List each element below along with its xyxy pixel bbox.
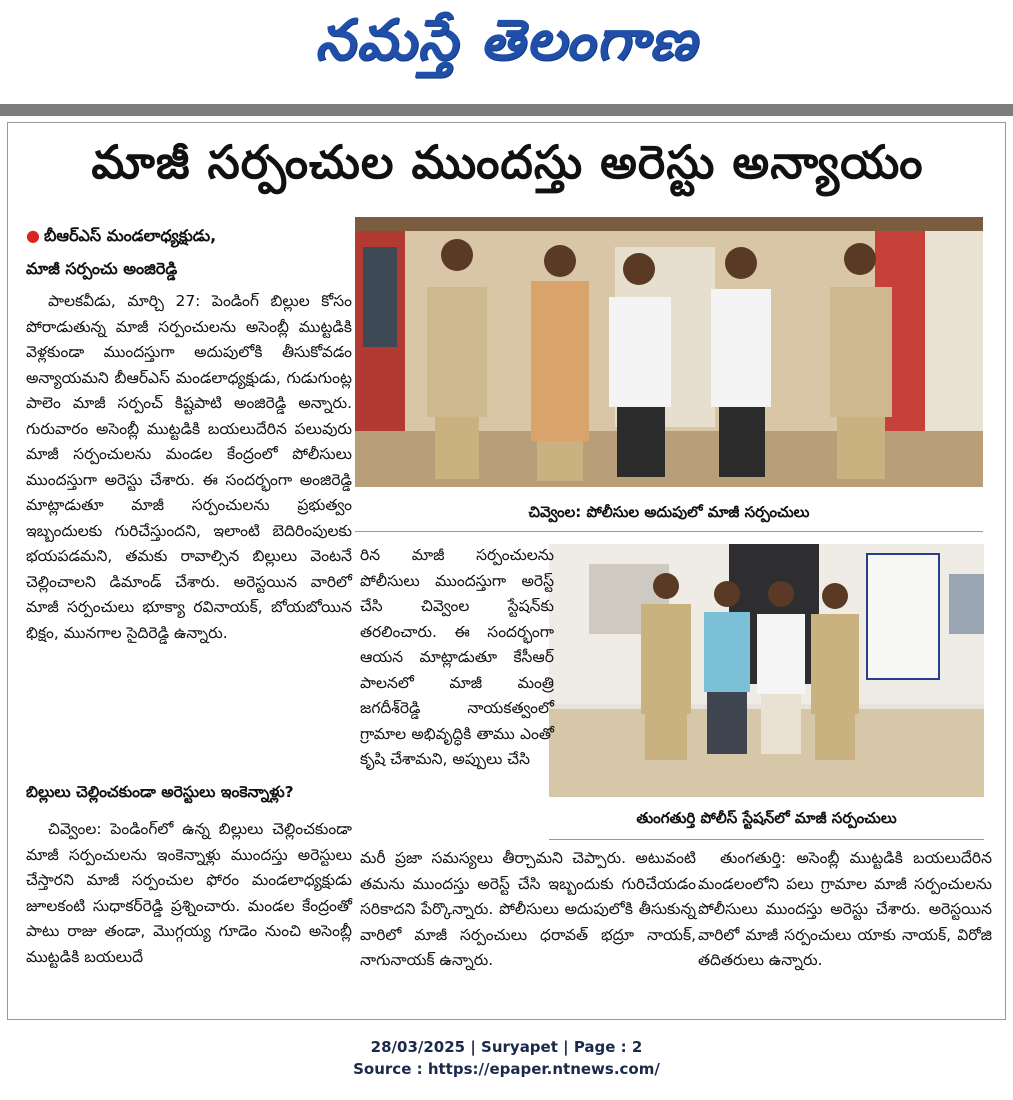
article-frame	[7, 122, 1006, 1020]
photo-chivvemla-police	[355, 217, 983, 487]
masthead-logo: నమస్తే తెలంగాణ	[315, 8, 698, 73]
article-column-2	[360, 543, 554, 773]
column-2-bottom-paragraph: మరీ ప్రజా సమస్యలు తీర్చామని చెప్పారు. అటువంటి తమను ముందస్తు అరెస్ట్ చేసి ఇబ్బందుకు గురిచేయడం సరికాదని పేర్కొన్నారు. పోలీసులు అదుపులోకి తీసుకున్న వారిలో మాజీ సర్పంచులు ధరావత్ భద్రూ నాయక్, నాగునాయక్ ఉన్నారు.	[360, 849, 696, 969]
masthead-divider	[0, 104, 1013, 116]
article-headline: మాజీ సర్పంచుల ముందస్తు అరెస్టు అన్యాయం	[91, 135, 924, 189]
article-column-2-bottom	[360, 846, 696, 974]
column-1-paragraph-2: చివ్వెంల: పెండింగ్‌లో ఉన్న బిల్లులు చెల్లించకుండా మాజీ సర్పంచులను ఇంకెన్నాళ్లు ముందస్తు అరెస్టులు చేస్తారని మాజీ సర్పంచుల ఫోరం మండలాధ్యక్షుడు జూలకంటి సుధాకర్‌రెడ్డి ప్రశ్నించారు. మండల కేంద్రంతో పాటు రాజు తండా, మొగ్గయ్య గూడెం నుంచి అసెంబ్లీ ముట్టడికి బయలుదే	[26, 820, 352, 966]
kicker-line-2: మాజీ సర్పంచు అంజిరెడ్డి	[26, 259, 178, 278]
footer-date-edition: 28/03/2025 | Suryapet | Page : 2	[370, 1038, 643, 1056]
photo-1-caption: చివ్వెంల: పోలీసుల అదుపులో మాజీ సర్పంచులు	[528, 503, 810, 521]
article-column-1	[26, 289, 352, 646]
bullet-dot-icon: ●	[26, 226, 40, 245]
page-footer	[0, 1036, 1013, 1080]
photo-2-illustration	[549, 544, 984, 797]
footer-source: Source : https://epaper.ntnews.com/	[353, 1060, 660, 1078]
photo-thungathurthi-police-station	[549, 544, 984, 797]
photo-1-illustration	[355, 217, 983, 487]
masthead	[0, 0, 1013, 104]
photo-2-caption: తుంగతుర్తి పోలీస్ స్టేషన్‌లో మాజీ సర్పంచులు	[636, 809, 897, 827]
column-3-paragraph: తుంగతుర్తి: అసెంబ్లీ ముట్టడికి బయలుదేరిన మండలంలోని పలు గ్రామాల మాజీ సర్పంచులను పోలీసులు ముందస్తు అరెస్టు చేశారు. అరెస్టయిన వారిలో మాజీ సర్పంచులు యాకు నాయక్, విరోజి తదితరులు ఉన్నారు.	[698, 849, 992, 969]
caption-1-divider	[355, 531, 983, 532]
kicker-line-1: బీఆర్ఎస్ మండలాధ్యక్షుడు,	[43, 226, 217, 245]
article-kicker	[26, 219, 356, 285]
article-column-3	[698, 846, 992, 974]
caption-2-divider	[549, 839, 984, 840]
column-2-paragraph: రిన మాజీ సర్పంచులను పోలీసులు ముందస్తుగా అరెస్ట్ చేసి చివ్వెంల స్టేషన్‌కు తరలించారు. ఈ సందర్భంగా ఆయన మాట్లాడుతూ కేసీఆర్ పాలనలో మాజీ మంత్రి జగదీశ్‌రెడ్డి నాయకత్వంలో గ్రామాల అభివృద్ధికి తాము ఎంతో కృషి చేశామని, అప్పులు చేసి	[360, 546, 554, 768]
article-column-1-continued	[26, 817, 352, 970]
article-subhead: బిల్లులు చెల్లించకుండా అరెస్టులు ఇంకెన్నాళ్లు?	[26, 783, 294, 801]
column-1-paragraph-1: పాలకవీడు, మార్చి 27: పెండింగ్ బిల్లుల కోసం పోరాడుతున్న మాజీ సర్పంచులను అసెంబ్లీ ముట్టడికి వెళ్లకుండా ముందస్తుగా అదుపులోకి తీసుకోవడం అన్యాయమని బీఆర్ఎస్ మండలాధ్యక్షుడు, గుడుగుంట్ల పాలెం మాజీ సర్పంచ్ కిష్టపాటి అంజిరెడ్డి అన్నారు. గురువారం అసెంబ్లీ ముట్టడికి బయలుదేరిన పలువురు మాజీ సర్పంచులను మండల కేంద్రంలో పోలీసులు ముందస్తుగా అరెస్టు చేశారు. ఈ సందర్భంగా అంజిరెడ్డి మాట్లాడుతూ మాజీ సర్పంచులను ప్రభుత్వం ఇబ్బందులకు గురిచేస్తుందని, ఇలాంటి బెదిరింపులకు భయపడమని, తమకు రావాల్సిన బిల్లులు వెంటనే చెల్లించాలని డిమాండ్ చేశారు. అరెస్టయిన వారిలో మాజీ సర్పంచులు భూక్యా రవినాయక్, బోయబోయిన భిక్షం, మునగాల సైదిరెడ్డి ఉన్నారు.	[26, 292, 352, 642]
